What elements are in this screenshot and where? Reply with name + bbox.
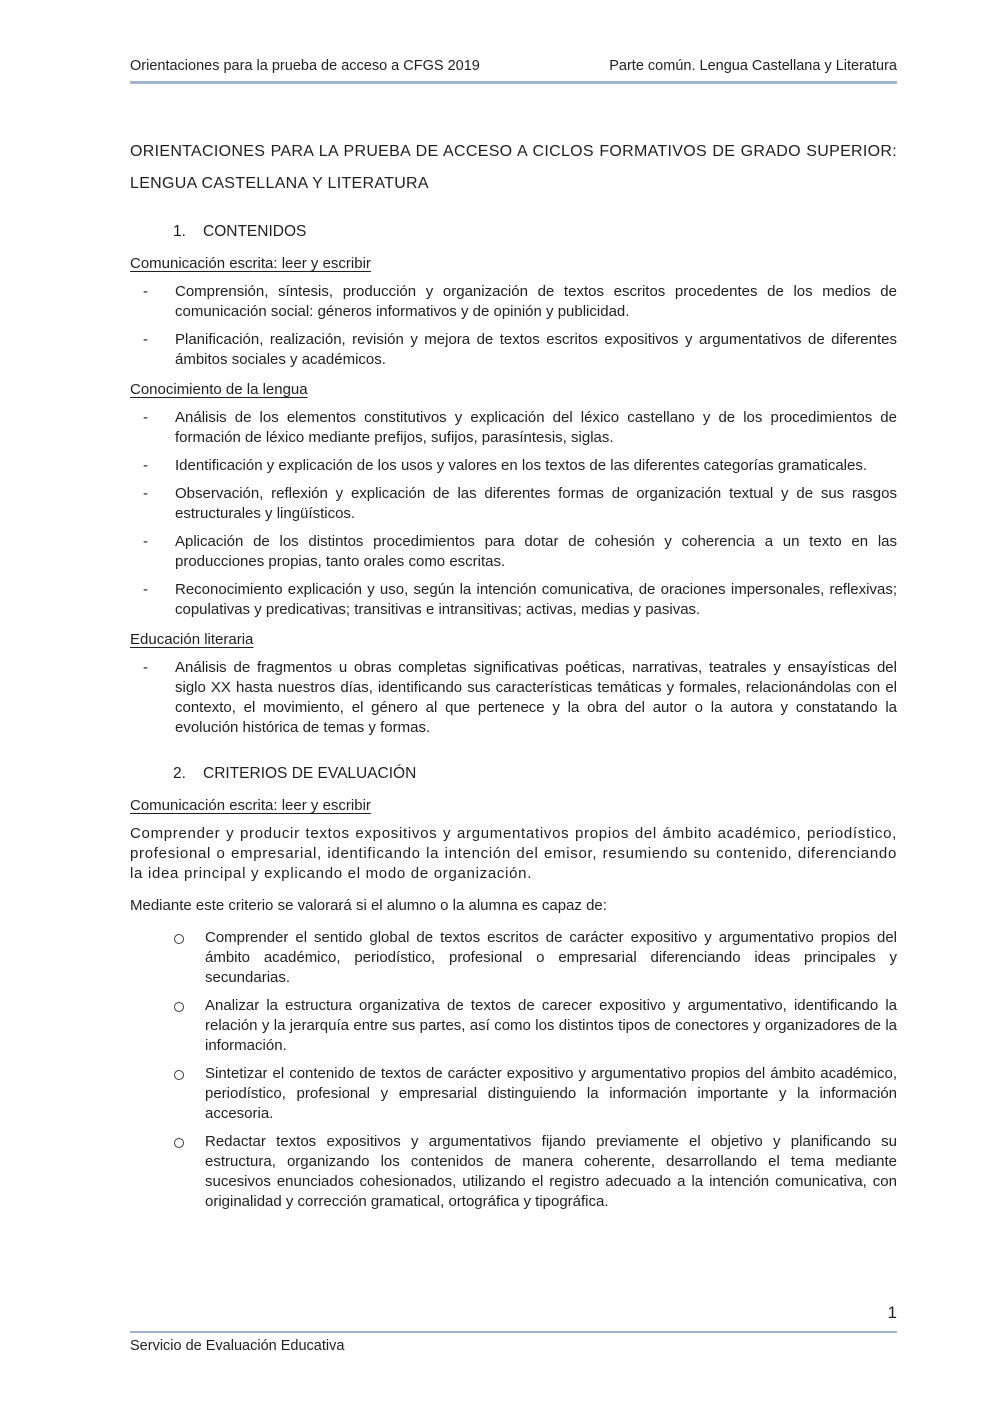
list-item: - Reconocimiento explicación y uso, según la intención comunicativa, de oraciones impersonales, reflexivas; copulativas y predicativas; transitivas e intransitivas; activas, medias y pasivas. — [130, 580, 897, 620]
list-item: - Análisis de fragmentos u obras completas significativas poéticas, narrativas, teatrales y ensayísticas del siglo XX hasta nuestros días, identificando sus características temáticas y formales, relacionándolas con el contexto, el movimiento, el género al que pertenece y la obra del autor o la autora y constatando la evolución histórica de temas y formas. — [130, 658, 897, 738]
list-item: - Análisis de los elementos constitutivos y explicación del léxico castellano y de los procedimientos de formación de léxico mediante prefijos, sufijos, parasíntesis, siglas. — [130, 408, 897, 448]
section-2-number: 2. — [173, 765, 186, 782]
section-2-heading — [173, 764, 897, 784]
subsection-heading-criterios-comunicacion: Comunicación escrita: leer y escribir — [130, 797, 371, 814]
bullet-list-comunicacion-escrita — [130, 282, 897, 370]
criteria-bullet-list — [130, 928, 897, 1212]
list-item: Analizar la estructura organizativa de textos de carecer expositivo y argumentativo, identificando la relación y la jerarquía entre sus partes, así como los distintos tipos de conectores y organizadores de la información. — [130, 996, 897, 1056]
list-item: - Observación, reflexión y explicación de las diferentes formas de organización textual y de sus rasgos estructurales y lingüísticos. — [130, 484, 897, 524]
list-item: Comprender el sentido global de textos escritos de carácter expositivo y argumentativo propios del ámbito académico, periodístico, profesional o empresarial diferenciando ideas principales y secundarias. — [130, 928, 897, 988]
page-number: 1 — [887, 1303, 897, 1322]
list-item: - Planificación, realización, revisión y mejora de textos escritos expositivos y argumentativos de diferentes ámbitos sociales y académicos. — [130, 330, 897, 370]
footer-text: Servicio de Evaluación Educativa — [130, 1338, 345, 1354]
list-item: Redactar textos expositivos y argumentativos fijando previamente el objetivo y planificando su estructura, organizando los contenidos de manera coherente, desarrollando el tema mediante sucesivos enunciados cohesionados, utilizando el registro adecuado a la intención comunicativa, con originalidad y corrección gramatical, ortográfica y tipográfica. — [130, 1132, 897, 1212]
criteria-intro-paragraph: Comprender y producir textos expositivos y argumentativos propios del ámbito académico, periodístico, profesional o empresarial, identificando la intención del emisor, resumiendo su contenido, diferenciando la idea principal y explicando el modo de organización. — [130, 825, 897, 882]
document-content — [130, 136, 897, 1220]
list-item: - Comprensión, síntesis, producción y organización de textos escritos procedentes de los medios de comunicación social: géneros informativos y de opinión y publicidad. — [130, 282, 897, 322]
page-header — [130, 57, 897, 84]
list-item: - Identificación y explicación de los usos y valores en los textos de las diferentes categorías gramaticales. — [130, 456, 897, 476]
header-right-text: Parte común. Lengua Castellana y Literatura — [609, 58, 897, 74]
section-1-number: 1. — [173, 223, 186, 240]
bullet-list-conocimiento-lengua — [130, 408, 897, 620]
subsection-heading-educacion-literaria: Educación literaria — [130, 631, 254, 648]
footer-rule — [130, 1331, 897, 1333]
section-2-title: CRITERIOS DE EVALUACIÓN — [203, 765, 417, 782]
header-left-text: Orientaciones para la prueba de acceso a CFGS 2019 — [130, 58, 480, 74]
bullet-list-educacion-literaria — [130, 658, 897, 738]
section-1-title: CONTENIDOS — [203, 223, 307, 240]
list-item: - Aplicación de los distintos procedimientos para dotar de cohesión y coherencia a un texto en las producciones propias, tanto orales como escritas. — [130, 532, 897, 572]
subsection-heading-comunicacion-escrita: Comunicación escrita: leer y escribir — [130, 255, 371, 272]
section-1-heading — [173, 222, 897, 242]
criteria-lead-paragraph: Mediante este criterio se valorará si el alumno o la alumna es capaz de: — [130, 897, 607, 914]
list-item: Sintetizar el contenido de textos de carácter expositivo y argumentativo propios del ámbito académico, periodístico, profesional y empresarial distinguiendo la información importante y la información accesoria. — [130, 1064, 897, 1124]
subsection-heading-conocimiento-lengua: Conocimiento de la lengua — [130, 381, 308, 398]
document-title: ORIENTACIONES PARA LA PRUEBA DE ACCESO A CICLOS FORMATIVOS DE GRADO SUPERIOR: LENGUA CASTELLANA Y LITERATURA — [130, 143, 897, 192]
